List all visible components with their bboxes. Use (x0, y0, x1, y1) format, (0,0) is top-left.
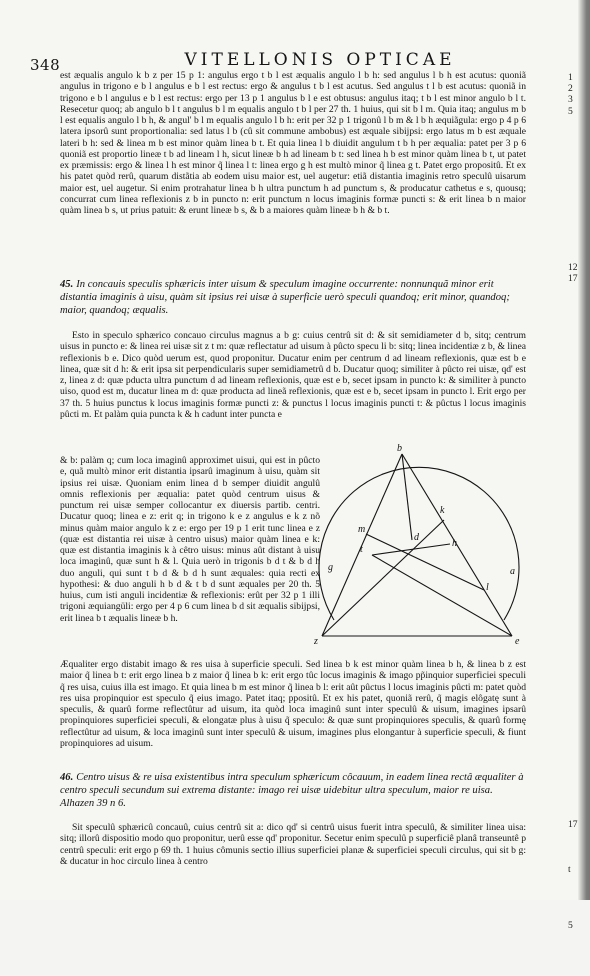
label-t: t (360, 544, 363, 555)
page-number: 348 (30, 56, 61, 74)
margin-note: 3 (568, 94, 573, 106)
margin-note (568, 953, 588, 964)
paragraph-text: Æqualiter ergo distabit imago & res uisa à superficie speculi. Sed linea b k est minor quàm linea b h, & linea b z est maior q̃ linea b t: erit ergo linea b z maior q̃ linea b k: erit ergo tûc locus imaginis & imago pp̃inquior superficiei speculi q̃ res uisa, cuius illa est imago. Et quia linea b m est minor q̃ linea b l: erit aût pûctus l locus imaginis pûcti m: patet quòd res uisa propinquior est speculo q̃ eius imago. Patet itaq; ppositû. Et ex his patet, quoniã rerû, q̃ magis elôgatę sunt à speculis, & quarû forme reflectûtur ad uisum, ita quòd loca imaginû sunt inter speculû & uisum, imagines ipsarû propinquiores superficiei speculi, & elongatæ plus à uisu q̃ speculo: & quæ sunt propinquiores speculis, & quarû formę reflectûtur ad uisum, & loca imaginû sunt inter speculû & uisum, imagines plus elongantur à superficie speculi, & fiunt propinquiores ad uisum. (60, 659, 526, 749)
proposition-45-heading (60, 279, 526, 317)
line-zk (322, 520, 444, 636)
paragraph-continuation (60, 70, 526, 216)
proposition-46-body (60, 822, 526, 892)
page-edge-shadow (578, 0, 590, 900)
proposition-45-body-wrapped (60, 455, 320, 657)
margin-note (568, 942, 588, 953)
paragraph-text: Sit speculû sphæricû concauû, cuius centrû sit a: dico qd' si centrû uisus fuerit intra speculû, & similiter linea uisa: sitq; illorû dispositio modo quo proponitur, uerû esse qd' proponitur. Secetur enim speculû p superficiê planâ transeuntê p centrû speculi: erit ergo p 69 th. 1 huius cômunis sectio illius superficiei planæ & superficiei speculi circulus, qui sit b g: & ducatur in hoc circulo linea à centro (60, 822, 526, 867)
margin-note: 5 (568, 919, 573, 931)
line-th (372, 544, 450, 555)
paragraph-text: est æqualis angulo k b z per 15 p 1: angulus ergo t b l est æqualis angulo l b h: sed angulus l b h est acutus: quoniã angulus in trigono e b l angulus e b l est rectus: ergo & angulus t b l est acutus. Sed angulus t l b est acutus: quoniã in trigono e b l angulus e b l est rectus: ergo per 13 p 1 angulus b l e est obtusus: angulus itaq; t b l est minor angulo b l t. Resecetur quoq; ab angulo b l t angulus b l m equalis angulo t b l per 27 th. 1 huius, qui sit b l m. Quia itaq; angulus m b l est equalis angulo l b h, & angul' b l m equalis angulo l b h: erit per 32 p 1 trigonû l b m & l b h æquiãgula: ergo p 4 p 6 latera ipsorû sunt proportionalia: sed latus l b (cû sit commune ambobus) est æquale sibijpsi: ergo latus m b est æquale lateri b h: sed & linea m b est minor quàm linea b t. Et quia linea l b diuidit angulum t b h per æqualia: patet per 3 p 6 quoniã est proportio lineæ t b ad lineam l h, sicut lineæ b h ad lineam b t: sed linea h b est minor quàm linea b t, ut patet ex præmissis: ergo & linea l h est minor q̃ linea l t: linea ergo g h est multò minor q̃ linea g t. Patet ergo propositû. Et ex his patet quòd rerû, quarum distãtia ab eodem uisu maior est, uel augetur: etiã distantia imaginis retro speculû uisarum maior est, uel augetur. Si enim protrahatur linea b h ultra punctum h ad punctum s, & producatur cathetus e s, quousq; concurrat cum linea reflexionis z b in puncto n: erit punctum n locus imaginis formæ puncti s: & erit linea b n maior quàm linea b s, ut prius patuit: & erunt lineæ b s, & b a maiores quàm lineæ b h & b t. (60, 70, 526, 216)
label-b: b (397, 443, 402, 454)
label-l: l (486, 582, 489, 593)
proposition-title: Centro uisus & re uisa existentibus intra speculum sphæricum côcauum, in eadem linea rectâ æqualiter à centro speculi secundum sui extrema distante: imago rei uisæ uidebitur ultra speculum, maior re uisa. Alhazen 39 n 6. (60, 772, 524, 809)
proposition-title: In concauis speculis sphæricis inter uisum & speculum imagine occurrente: nonnunquã minor erit distantia imaginis à uisu, quàm sit ipsius rei uisæ à superficie uerò speculi quandoq; erit minor, quandoq; maior, quandoq; æqualis. (60, 279, 510, 316)
diagram-svg (314, 440, 526, 652)
line-te (372, 555, 512, 636)
proposition-number: 45. (60, 279, 74, 290)
paragraph-text: & b: palàm q; cum loca imaginû approximet uisui, qui est in pûcto e, quã multò minor erit distantia ipsarû imaginum à uisu, quàm sit ipsius rei uisæ. Quoniam enim linea d b semper diuidit angulû omnis reflexionis per æqualia: patet quòd centrum uisus & punctum rei uisæ semper collocantur ex diuersis partib. centri. Ducatur quoq; linea e z: erit q; in trigono k e z angulus e k z nõ minus quàm maior angulo k z e: ergo per 19 p 1 erit tunc linea e z (quæ est distantia rei uisæ à centro uisus) maior quàm linea e k: quæ est distantia imaginis k à cêtro uisus: minus aût distant à uisu loca imaginû, quæ sunt h & l. Quia uerò in trigonis b d t & b d h duo anguli, qui sunt t b d & b d h sunt æquales: quia recti ex hypothesi: & duo anguli h b d & t b d sunt æquales per 20 th. 5 huius, cum isti anguli incidentiæ & reflexionis: erût per 32 p 1 illi trigoni æquiangüli: ergo per 4 p 6 cum linea b d sit æqualis sibijpsi, erit linea b t æqualis lineæ b h. (60, 455, 320, 624)
proposition-45-body (60, 330, 526, 456)
margin-note: 1 (568, 72, 573, 83)
label-a: a (510, 566, 515, 577)
margin-note: t (568, 863, 571, 875)
proposition-number: 46. (60, 772, 74, 783)
line-bd (402, 454, 412, 540)
label-e: e (515, 636, 520, 647)
margin-note: 2 (568, 83, 573, 95)
margin-note: 5 (568, 105, 573, 117)
proposition-45-conclusion (60, 659, 526, 771)
geometric-diagram (314, 440, 526, 652)
margin-note (568, 909, 588, 920)
paragraph-text: Esto in speculo sphærico concauo circulus magnus a b g: cuius centrû sit d: & sit semidiameter d b, sitq; centrum uisus in puncto e: & linea rei uisæ sit z t m: quæ reflectatur ad uisum à pûcto specu li b: sitq; linea incidentiæ z b, & linea reflexionis b e. Dico quòd uerum est, quod proponitur. Ducatur enim per centrum d ad lineam reflexionis, quæ est b e linea, quæ sit d h: & erit ipsa sit perpendicularis super semidiametrû d b. Ducatur quoq; similiter à pûcto rei uisæ, qd' est z, linea z d: quæ pducta ultra punctum d ad lineam reflexionis, quæ est e b, secet ipsam in puncto k: & similiter à puncto uiso, quod est m, ducatur linea m d: quæ producta ad lineã reflexionis, quæ est e b, secet ipsam in puncto l. Erit ergo per 37 th. 5 huius punctus k locus imaginis formæ puncti z: & punctus l locus imaginis puncti t: & pûctus l locus imaginis pûcti m. Et palàm quia puncta k & h cadunt inter puncta e (60, 330, 526, 420)
label-z: z (314, 636, 318, 647)
margin-note (568, 931, 588, 942)
label-h: h (452, 538, 457, 549)
margin-note (568, 965, 588, 976)
label-g: g (328, 562, 333, 573)
margin-note: 17 (568, 819, 578, 831)
label-k: k (440, 505, 445, 516)
margin-note: 17 (568, 273, 578, 285)
proposition-46-heading (60, 772, 526, 810)
label-d: d (414, 532, 419, 543)
margin-note: 12 (568, 262, 578, 274)
running-head: VITELLONIS OPTICAE (184, 50, 456, 70)
label-m: m (358, 524, 366, 535)
